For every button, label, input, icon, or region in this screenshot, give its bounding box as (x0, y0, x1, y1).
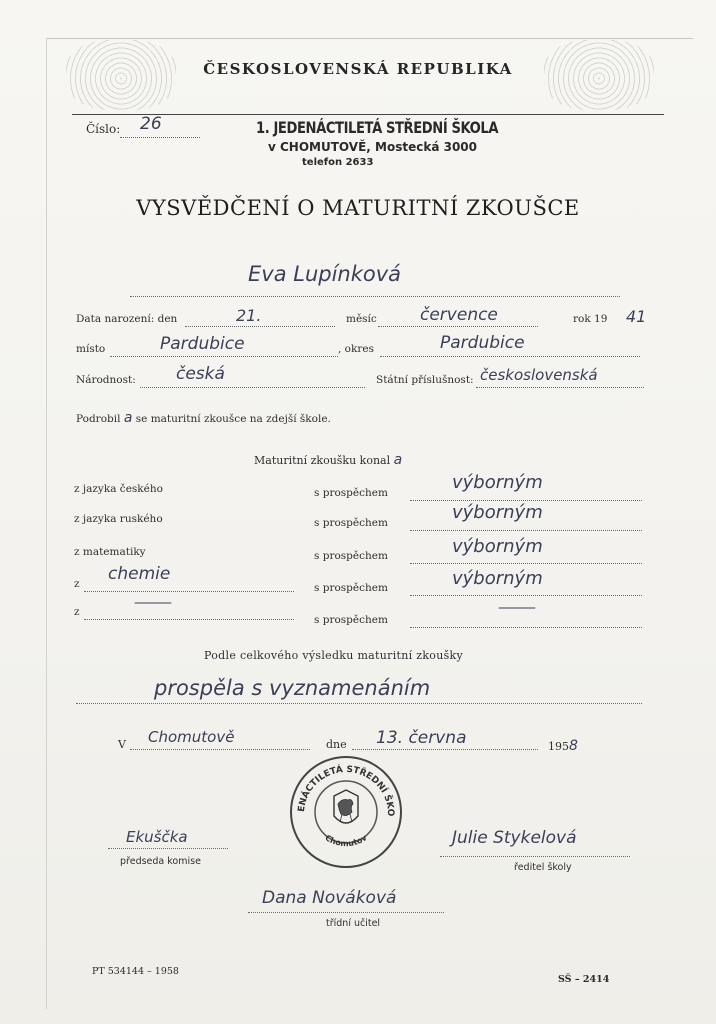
birth-year-label: rok 19 (573, 313, 608, 325)
number-dotted-line (120, 137, 200, 138)
exam-taken-suffix: a (123, 410, 133, 426)
result-label: s prospěchem (314, 614, 388, 626)
subject-name: chemie (108, 564, 171, 584)
issue-year (548, 738, 578, 754)
chair-signature: Ekuščka (126, 828, 188, 846)
number-label: Číslo: (86, 122, 121, 136)
issue-year-printed: 195 (548, 740, 569, 753)
nationality-line (140, 387, 365, 388)
seal-graphic (286, 752, 406, 872)
result-label: s prospěchem (314, 550, 388, 562)
birth-day-line (185, 326, 335, 327)
form-number: PT 534144 – 1958 (92, 966, 179, 977)
subject-prefix: z (74, 606, 80, 618)
birth-year: 41 (626, 307, 647, 326)
school-address: v CHOMUTOVĚ, Mostecká 3000 (268, 140, 477, 154)
issue-place-label: V (118, 738, 126, 751)
issue-date-label: dne (326, 738, 347, 751)
svg-text:Chomutov (323, 833, 369, 848)
subject-prefix: z jazyka českého (74, 483, 163, 495)
seal-text-bottom: Chomutov (323, 833, 369, 849)
birth-month-line (378, 326, 538, 327)
name-dotted-line (130, 296, 620, 297)
teacher-label: třídní učitel (326, 918, 381, 929)
document-title: VYSVĚDČENÍ O MATURITNÍ ZKOUŠCE (136, 196, 580, 220)
exam-held-word: Maturitní zkoušku konal (254, 454, 391, 467)
citizenship-line (476, 387, 644, 388)
exam-taken-label (76, 410, 331, 426)
subject-result: výborným (452, 502, 543, 523)
teacher-signature: Dana Nováková (262, 888, 397, 908)
birth-day: 21. (236, 306, 262, 325)
nationality-value: česká (176, 364, 225, 384)
director-label: ředitel školy (514, 862, 572, 873)
director-signature-line (440, 856, 630, 857)
subject-line (84, 619, 294, 620)
exam-held-suffix: a (393, 452, 403, 468)
nationality-label: Národnost: (76, 374, 136, 386)
result-label: s prospěchem (314, 487, 388, 499)
chair-signature-line (108, 848, 228, 849)
subject-name: ——— (134, 595, 170, 611)
subject-prefix: z (74, 578, 80, 590)
form-code: SŠ – 2414 (558, 974, 610, 985)
subject-prefix: z matematiky (74, 546, 146, 558)
exam-held-label (254, 452, 402, 468)
overall-result-label: Podle celkového výsledku maturitní zkoušky (204, 649, 464, 662)
result-line (410, 563, 642, 564)
subject-prefix: z jazyka ruského (74, 513, 163, 525)
result-line (410, 595, 642, 596)
school-seal (286, 752, 406, 872)
citizenship-value: československá (480, 366, 598, 384)
result-line (410, 627, 642, 628)
result-label: s prospěchem (314, 517, 388, 529)
lion-emblem-icon (334, 790, 358, 823)
district-value: Pardubice (440, 333, 525, 353)
result-line (410, 530, 642, 531)
birth-month-label: měsíc (346, 313, 377, 325)
exam-taken-word: Podrobil (76, 413, 121, 425)
chair-label: předseda komise (120, 856, 201, 867)
teacher-signature-line (248, 912, 444, 913)
birth-place-line (110, 356, 338, 357)
birth-month: července (420, 305, 498, 325)
district-label: , okres (338, 343, 374, 355)
issue-place: Chomutově (148, 728, 235, 746)
birth-place: Pardubice (160, 334, 245, 354)
republic-header: ČESKOSLOVENSKÁ REPUBLIKA (203, 60, 513, 78)
subject-result: výborným (452, 568, 543, 589)
seal-text-top: ENÁCTILETÁ STŘEDNÍ ŠKO (296, 764, 396, 817)
issue-year-hand: 8 (569, 738, 578, 754)
result-line (410, 500, 642, 501)
student-name: Eva Lupínková (248, 262, 402, 286)
birth-place-label: místo (76, 343, 106, 355)
number-value: 26 (140, 114, 162, 134)
district-line (380, 356, 640, 357)
subject-result: ——— (498, 600, 534, 616)
issue-place-line (130, 749, 310, 750)
subject-result: výborným (452, 536, 543, 557)
birth-date-label: Data narození: den (76, 313, 178, 325)
exam-taken-rest: se maturitní zkoušce na zdejší škole. (135, 413, 331, 425)
result-label: s prospěchem (314, 582, 388, 594)
subject-line (84, 591, 294, 592)
issue-date-line (352, 749, 538, 750)
citizenship-label: Státní příslušnost: (376, 374, 474, 386)
school-name: 1. JEDENÁCTILETÁ STŘEDNÍ ŠKOLA (256, 118, 499, 137)
overall-result: prospěla s vyznamenáním (154, 676, 431, 700)
issue-date: 13. června (376, 728, 467, 748)
overall-result-line (76, 703, 642, 704)
school-phone: telefon 2633 (302, 157, 374, 168)
director-signature: Julie Stykelová (452, 828, 577, 848)
subject-result: výborným (452, 472, 543, 493)
